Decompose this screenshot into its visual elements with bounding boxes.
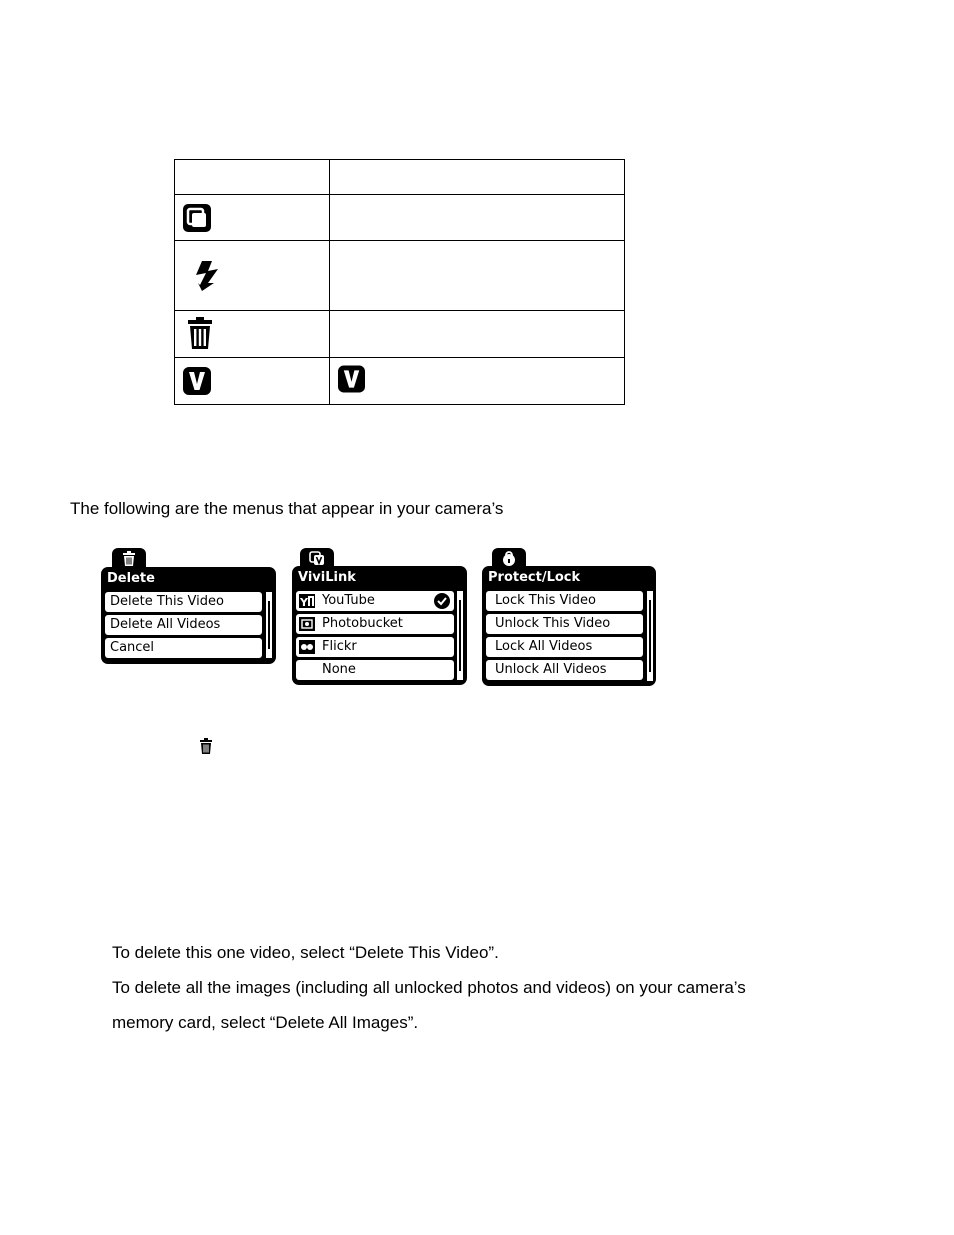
trash-icon (187, 317, 213, 349)
table-cell (330, 241, 625, 311)
instruction-line: To delete this one video, select “Delete This Video”. (112, 943, 499, 962)
menu-item-lock-all-videos[interactable] (486, 637, 643, 657)
menu-item-flickr[interactable] (296, 637, 454, 657)
flickr-icon (299, 640, 315, 654)
menu-item-youtube[interactable] (296, 591, 454, 611)
table-cell (175, 358, 330, 405)
menu-item-cancel[interactable] (105, 638, 262, 658)
slideshow-icon (183, 204, 211, 232)
intro-paragraph: The following are the menus that appear in your camera’s (70, 499, 504, 518)
icon-table (174, 159, 625, 405)
trash-icon (121, 551, 137, 566)
svg-text:Y: Y (300, 596, 308, 608)
table-cell (175, 241, 330, 311)
table-row (175, 195, 625, 241)
table-row (175, 241, 625, 311)
table-cell (330, 358, 625, 405)
photobucket-icon (299, 617, 315, 631)
table-cell (330, 195, 625, 241)
menu-item-label: Lock This Video (495, 593, 596, 608)
table-row (175, 311, 625, 358)
menu-item-label: Lock All Videos (495, 639, 593, 654)
menu-item-label: YouTube (322, 593, 375, 608)
menu-title: Delete (107, 571, 155, 586)
protect-lock-menu (482, 566, 656, 686)
table-cell (330, 160, 625, 195)
table-cell (175, 195, 330, 241)
menu-item-label: Flickr (322, 639, 357, 654)
scroll-down-icon (647, 676, 653, 681)
scroll-track (458, 599, 462, 672)
menu-item-label: Delete All Videos (110, 617, 221, 632)
lock-icon (501, 551, 517, 566)
scroll-up-icon (647, 591, 653, 596)
scroll-track (267, 600, 271, 650)
scrollbar[interactable] (266, 592, 272, 658)
table-row (175, 358, 625, 405)
vivilink-menu (292, 566, 467, 685)
scrollbar[interactable] (647, 591, 653, 681)
scroll-up-icon (266, 592, 272, 597)
vivilink-icon (309, 551, 325, 566)
protect-menu-tab[interactable] (492, 548, 526, 568)
menu-item-label: None (322, 662, 356, 677)
menu-item-lock-this-video[interactable] (486, 591, 643, 611)
instruction-line: To delete all the images (including all unlocked photos and videos) on your camera’s (112, 978, 746, 997)
instruction-line: memory card, select “Delete All Images”. (112, 1013, 419, 1032)
menu-item-label: Photobucket (322, 616, 403, 631)
flash-icon (194, 261, 220, 291)
menu-item-unlock-this-video[interactable] (486, 614, 643, 634)
table-cell (175, 160, 330, 195)
vivilink-v-icon (338, 365, 365, 393)
checkmark-icon (434, 593, 450, 609)
scroll-track (648, 599, 652, 673)
delete-menu-tab[interactable] (112, 548, 146, 568)
menu-title: Protect/Lock (488, 570, 581, 585)
menu-item-label: Cancel (110, 640, 155, 655)
scroll-down-icon (457, 675, 463, 680)
menu-item-label: Unlock All Videos (495, 662, 607, 677)
menu-item-none[interactable] (296, 660, 454, 680)
scroll-up-icon (457, 591, 463, 596)
scroll-down-icon (266, 653, 272, 658)
trash-icon (199, 738, 213, 754)
vivilink-v-icon (183, 367, 211, 395)
menu-item-label: Unlock This Video (495, 616, 611, 631)
scrollbar[interactable] (457, 591, 463, 680)
table-header-row (175, 160, 625, 195)
menu-item-unlock-all-videos[interactable] (486, 660, 643, 680)
menu-item-photobucket[interactable] (296, 614, 454, 634)
table-cell (330, 311, 625, 358)
delete-menu (101, 567, 276, 664)
menu-item-label: Delete This Video (110, 594, 224, 609)
youtube-icon (299, 594, 315, 608)
table-cell (175, 311, 330, 358)
menu-item-delete-all-videos[interactable] (105, 615, 262, 635)
menu-title: ViviLink (298, 570, 356, 585)
vivilink-menu-tab[interactable] (300, 548, 334, 568)
menu-item-delete-this-video[interactable] (105, 592, 262, 612)
